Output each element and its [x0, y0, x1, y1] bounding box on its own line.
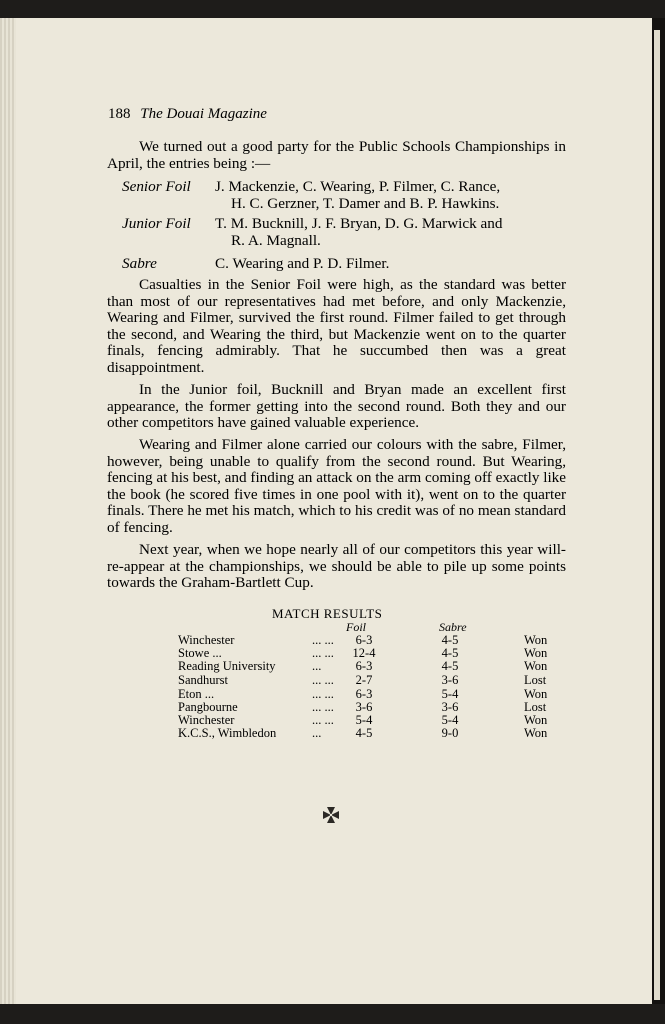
sabre-score: 3-6: [441, 700, 459, 714]
next-page-edge: [654, 30, 660, 1000]
sabre-score: 4-5: [441, 633, 459, 647]
entry-names: [215, 216, 566, 249]
sabre-score: 4-5: [441, 659, 459, 673]
opponent-name: Reading University: [178, 659, 276, 673]
paragraph-junior-foil: In the Junior foil, Bucknill and Bryan made an excellent first appearance, the former getting into the second round. Both they and our other competitors have gained valuable experience.: [107, 381, 566, 432]
sabre-score: 5-4: [441, 687, 459, 701]
match-outcome: Won: [524, 633, 548, 647]
intro-paragraph: We turned out a good party for the Public Schools Championships in April, the entries being :—: [107, 138, 566, 172]
opponent-name: Winchester: [178, 713, 235, 727]
results-row: [178, 674, 558, 687]
running-header: [108, 106, 267, 123]
scan-top-border: [0, 0, 665, 20]
cross-pattee-icon: [322, 806, 340, 824]
foil-score: 5-4: [355, 713, 373, 727]
sabre-score: 4-5: [441, 646, 459, 660]
leader-dots: ... ...: [312, 673, 334, 687]
foil-score: 4-5: [355, 726, 373, 740]
page-number: 188: [108, 106, 131, 122]
leader-dots: ... ...: [312, 713, 334, 727]
foil-column-header: Foil: [346, 620, 366, 634]
foil-score: 6-3: [355, 687, 373, 701]
sabre-column-header: Sabre: [439, 620, 467, 634]
foil-score: 6-3: [355, 659, 373, 673]
results-row: [178, 660, 558, 673]
leader-dots: ...: [312, 659, 322, 673]
match-outcome: Lost: [524, 700, 547, 714]
opponent-name: Stowe ...: [178, 646, 222, 660]
page-edge-lines: [0, 18, 16, 1006]
paragraph-senior-foil: Casualties in the Senior Foil were high, as the standard was better than most of our representatives had met before, and only Mackenzie, Wearing and Filmer, survived the first round. Filmer failed to get through the second, and Wearing the third, but Mackenzie went on to the quarter finals, fencing admirably. That he succumbed then was a great disappointment.: [107, 276, 566, 376]
sabre-score: 3-6: [441, 673, 459, 687]
opponent-name: K.C.S., Wimbledon: [178, 726, 277, 740]
entry-category: Sabre: [122, 255, 157, 272]
entry-names-line2: R. A. Magnall.: [231, 231, 321, 249]
match-outcome: Won: [524, 726, 548, 740]
entry-names-line1: T. M. Bucknill, J. F. Bryan, D. G. Marwick and: [215, 215, 503, 232]
results-row: [178, 727, 558, 740]
foil-score: 2-7: [355, 673, 373, 687]
entry-names: [215, 179, 566, 212]
entry-names-line1: J. Mackenzie, C. Wearing, P. Filmer, C. Rance,: [215, 178, 501, 195]
leader-dots: ... ...: [312, 687, 334, 701]
entry-category: Junior Foil: [122, 215, 191, 232]
foil-score: 3-6: [355, 700, 373, 714]
match-outcome: Won: [524, 659, 548, 673]
match-outcome: Won: [524, 687, 548, 701]
entry-category: Senior Foil: [122, 178, 191, 195]
leader-dots: ... ...: [312, 646, 334, 660]
leader-dots: ... ...: [312, 633, 334, 647]
match-results-title: MATCH RESULTS: [272, 606, 383, 621]
paragraph-next-year: Next year, when we hope nearly all of our competitors this year will-re-appear at the championships, we should be able to pile up some points towards the Graham-Bartlett Cup.: [107, 541, 566, 592]
foil-score: 6-3: [355, 633, 373, 647]
entry-names-line2: H. C. Gerzner, T. Damer and B. P. Hawkins.: [231, 194, 500, 212]
sabre-score: 5-4: [441, 713, 459, 727]
entry-names: [215, 256, 566, 273]
paragraph-sabre: Wearing and Filmer alone carried our colours with the sabre, Filmer, however, being unable to qualify from the second round. But Wearing, fencing at his best, and finding an attack on the arm coming off exactly like the book (he scored five times in one pool with it), went on to the quarter finals. There he met his match, which to his credit was of no mean standard of fencing.: [107, 436, 566, 536]
opponent-name: Winchester: [178, 633, 235, 647]
opponent-name: Sandhurst: [178, 673, 228, 687]
opponent-name: Pangbourne: [178, 700, 238, 714]
sabre-score: 9-0: [441, 726, 459, 740]
leader-dots: ...: [312, 726, 322, 740]
match-outcome: Won: [524, 713, 548, 727]
entry-names-line1: C. Wearing and P. D. Filmer.: [215, 255, 390, 272]
leader-dots: ... ...: [312, 700, 334, 714]
magazine-title: The Douai Magazine: [140, 106, 267, 122]
scan-bottom-border: [0, 1004, 665, 1024]
match-outcome: Won: [524, 646, 548, 660]
opponent-name: Eton ...: [178, 687, 215, 701]
foil-score: 12-4: [352, 646, 376, 660]
match-outcome: Lost: [524, 673, 547, 687]
